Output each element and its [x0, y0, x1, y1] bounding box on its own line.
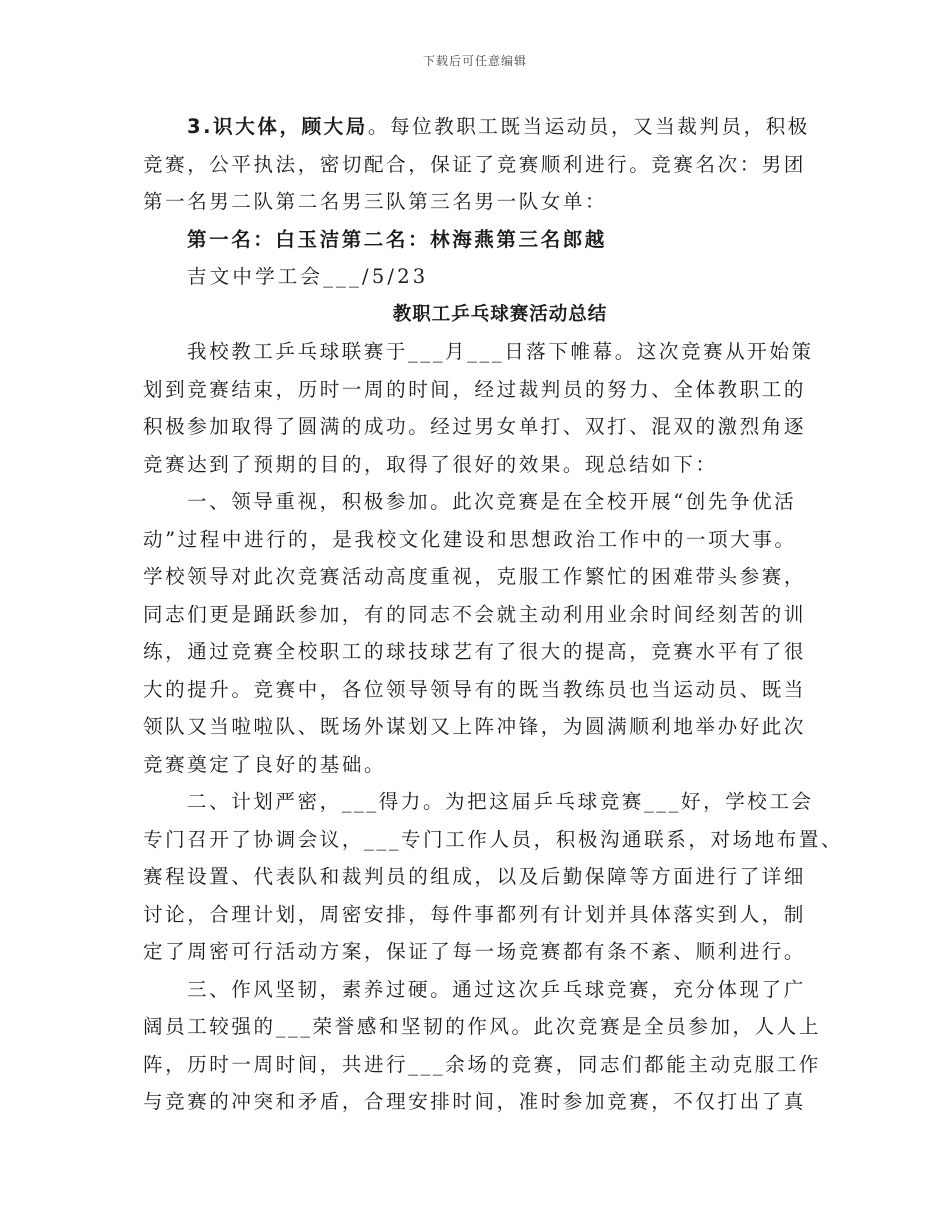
paragraph-line: 竞赛奠定了良好的基础。 — [143, 752, 387, 776]
section3-line1-text: 。每位教职工既当运动员，又当裁判员，积极 — [367, 115, 810, 138]
paragraph-line: 竞赛达到了预期的目的，取得了很好的效果。现总结如下： — [143, 452, 718, 476]
paragraph-line: 二、计划严密，___得力。为把这届乒乓球竞赛___好，学校工会 — [187, 790, 814, 813]
paragraph-line: 积极参加取得了圆满的成功。经过男女单打、双打、混双的激烈角逐 — [143, 415, 807, 438]
paragraph-line: 同志们更是踊跃参加，有的同志不会就主动利用业余时间经刻苦的训 — [143, 602, 807, 626]
section3-line2: 竞赛，公平执法，密切配合，保证了竞赛顺利进行。竞赛名次：男团 — [143, 152, 807, 176]
page-header: 下载后可任意编辑 — [422, 54, 527, 68]
paragraph-line: 学校领导对此次竞赛活动高度重视，克服工作繁忙的困难带头参赛， — [143, 565, 807, 588]
section3-line3: 第一名男二队第二名男三队第三名男一队女单： — [143, 190, 608, 213]
paragraph-line: 练，通过竞赛全校职工的球技球艺有了很大的提高，竞赛水平有了很 — [143, 640, 807, 663]
paragraph-line: 大的提升。竞赛中，各位领导领导有的既当教练员也当运动员、既当 — [143, 677, 807, 701]
paragraph-line: 三、作风坚韧，素养过硬。通过这次乒乓球竞赛，充分体现了广 — [187, 977, 806, 1001]
section3-line1 — [143, 108, 813, 146]
paragraph-line: 一、领导重视，积极参加。此次竞赛是在全校开展“创先争优活 — [187, 490, 797, 513]
rankings-line: 第一名：白玉洁第二名：林海燕第三名郎越 — [187, 227, 607, 251]
paragraph-line: 领队又当啦啦队、既场外谋划又上阵冲锋，为圆满顺利地举办好此次 — [143, 715, 807, 738]
paragraph-line: 我校教工乒乓球联赛于___月___日落下帷幕。这次竞赛从开始策 — [187, 340, 814, 363]
paragraph-line: 划到竞赛结束，历时一周的时间，经过裁判员的努力、全体教职工的 — [143, 377, 807, 401]
paragraph-line: 动”过程中进行的，是我校文化建设和思想政治工作中的一项大事。 — [143, 527, 797, 551]
signature-line: 吉文中学工会___/5/23 — [187, 265, 429, 288]
paragraph-line: 赛程设置、代表队和裁判员的组成，以及后勤保障等方面进行了详细 — [143, 865, 807, 888]
summary-title: 教职工乒乓球赛活动总结 — [392, 303, 608, 325]
paragraph-line: 与竞赛的冲突和矛盾，合理安排时间，准时参加竞赛，不仅打出了真 — [143, 1090, 807, 1113]
paragraph-line: 专门召开了协调会议，___专门工作人员，积极沟通联系，对场地布置、 — [143, 827, 844, 851]
document-body — [143, 108, 844, 1121]
paragraph-line: 定了周密可行活动方案，保证了每一场竞赛都有条不紊、顺利进行。 — [143, 940, 807, 963]
section3-heading: 3.识大体，顾大局 — [187, 115, 368, 138]
paragraph-line: 阵，历时一周时间，共进行___余场的竞赛，同志们都能主动克服工作 — [143, 1052, 821, 1076]
paragraph-line: 阔员工较强的___荣誉感和坚韧的作风。此次竞赛是全员参加，人人上 — [143, 1015, 821, 1038]
paragraph-line: 讨论，合理计划，周密安排，每件事都列有计划并具体落实到人，制 — [143, 902, 807, 926]
